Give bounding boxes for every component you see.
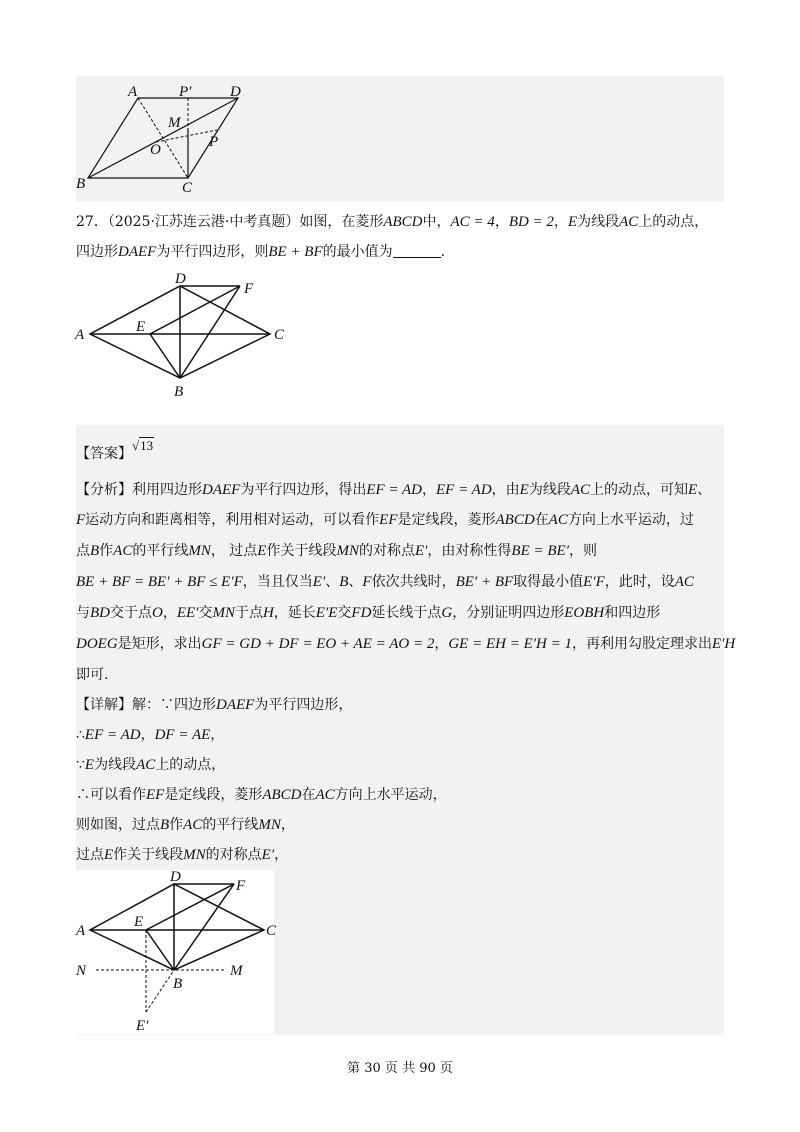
detail-line-1: 【详解】解：∵四边形DAEF为平行四边形， (76, 697, 353, 713)
label-E: E (134, 914, 144, 930)
label-O: O (150, 142, 161, 158)
label-F: F (244, 281, 254, 297)
label-E-prime: E′ (136, 1018, 149, 1034)
label-M: M (168, 115, 181, 131)
label-E: E (136, 319, 146, 335)
label-D: D (170, 869, 181, 885)
analysis-line-4: BE + BF = BE′ + BF ≤ E′F，当且仅当E′、B、F依次共线时，BE′ + BF取得最小值E′F，此时，设AC (76, 574, 694, 590)
detail-line-5: 则如图，过点B作AC的平行线MN， (76, 817, 295, 833)
label-M: M (230, 963, 243, 979)
answer-line: 【答案】√13 (76, 438, 154, 462)
label-B: B (173, 976, 183, 992)
label-B: B (76, 176, 86, 192)
label-D: D (230, 84, 241, 100)
label-A: A (75, 327, 85, 343)
analysis-line-1: 【分析】利用四边形DAEF为平行四边形，得出EF = AD，EF = AD，由E为线段AC上的动点，可知E、 (76, 482, 712, 498)
sqrt-13: √13 (132, 438, 154, 453)
analysis-line-5: 与BD交于点O，EE′交MN于点H，延长E′E交FD延长线于点G，分别证明四边形EOBH和四边形 (76, 605, 661, 621)
analysis-line-6: DOEG是矩形，求出GF = GD + DF = EO + AE = AO = 2，GE = EH = E′H = 1，再利用勾股定理求出E′H (76, 636, 736, 652)
label-F: F (236, 878, 246, 894)
label-P: P (209, 134, 219, 150)
question-27-line-2: 四边形DAEF为平行四边形，则BE + BF的最小值为 . (76, 244, 446, 260)
analysis-line-7: 即可. (76, 667, 109, 683)
bottom-figure (76, 869, 277, 1034)
question-27-line-1: 27．（2025·江苏连云港·中考真题）如图，在菱形ABCD中，AC = 4，BD = 2，E为线段AC上的动点， (76, 214, 709, 230)
label-P-prime: P′ (179, 84, 192, 100)
label-D: D (175, 271, 186, 287)
detail-line-2: ∴EF = AD，DF = AE， (76, 727, 225, 743)
detail-line-6: 过点E作关于线段MN的对称点E′， (76, 847, 289, 863)
top-figure (76, 80, 276, 200)
label-A: A (76, 923, 86, 939)
label-N: N (76, 963, 87, 979)
detail-line-4: ∴可以看作EF是定线段，菱形ABCD在AC方向上水平运动， (76, 787, 447, 803)
label-A: A (128, 84, 138, 100)
label-B: B (174, 384, 184, 400)
label-C: C (266, 923, 277, 939)
label-C: C (182, 180, 193, 196)
question-27-figure (72, 266, 302, 406)
answer-blank (393, 243, 441, 258)
page-footer: 第 30 页 共 90 页 (347, 1061, 453, 1076)
detail-line-3: ∵E为线段AC上的动点， (76, 757, 226, 773)
label-C: C (274, 327, 285, 343)
analysis-line-2: F运动方向和距离相等，利用相对运动，可以看作EF是定线段，菱形ABCD在AC方向上水平运动，过 (76, 512, 694, 528)
analysis-line-3: 点B作AC的平行线MN， 过点E作关于线段MN的对称点E′，由对称性得BE = BE′，则 (76, 543, 597, 559)
